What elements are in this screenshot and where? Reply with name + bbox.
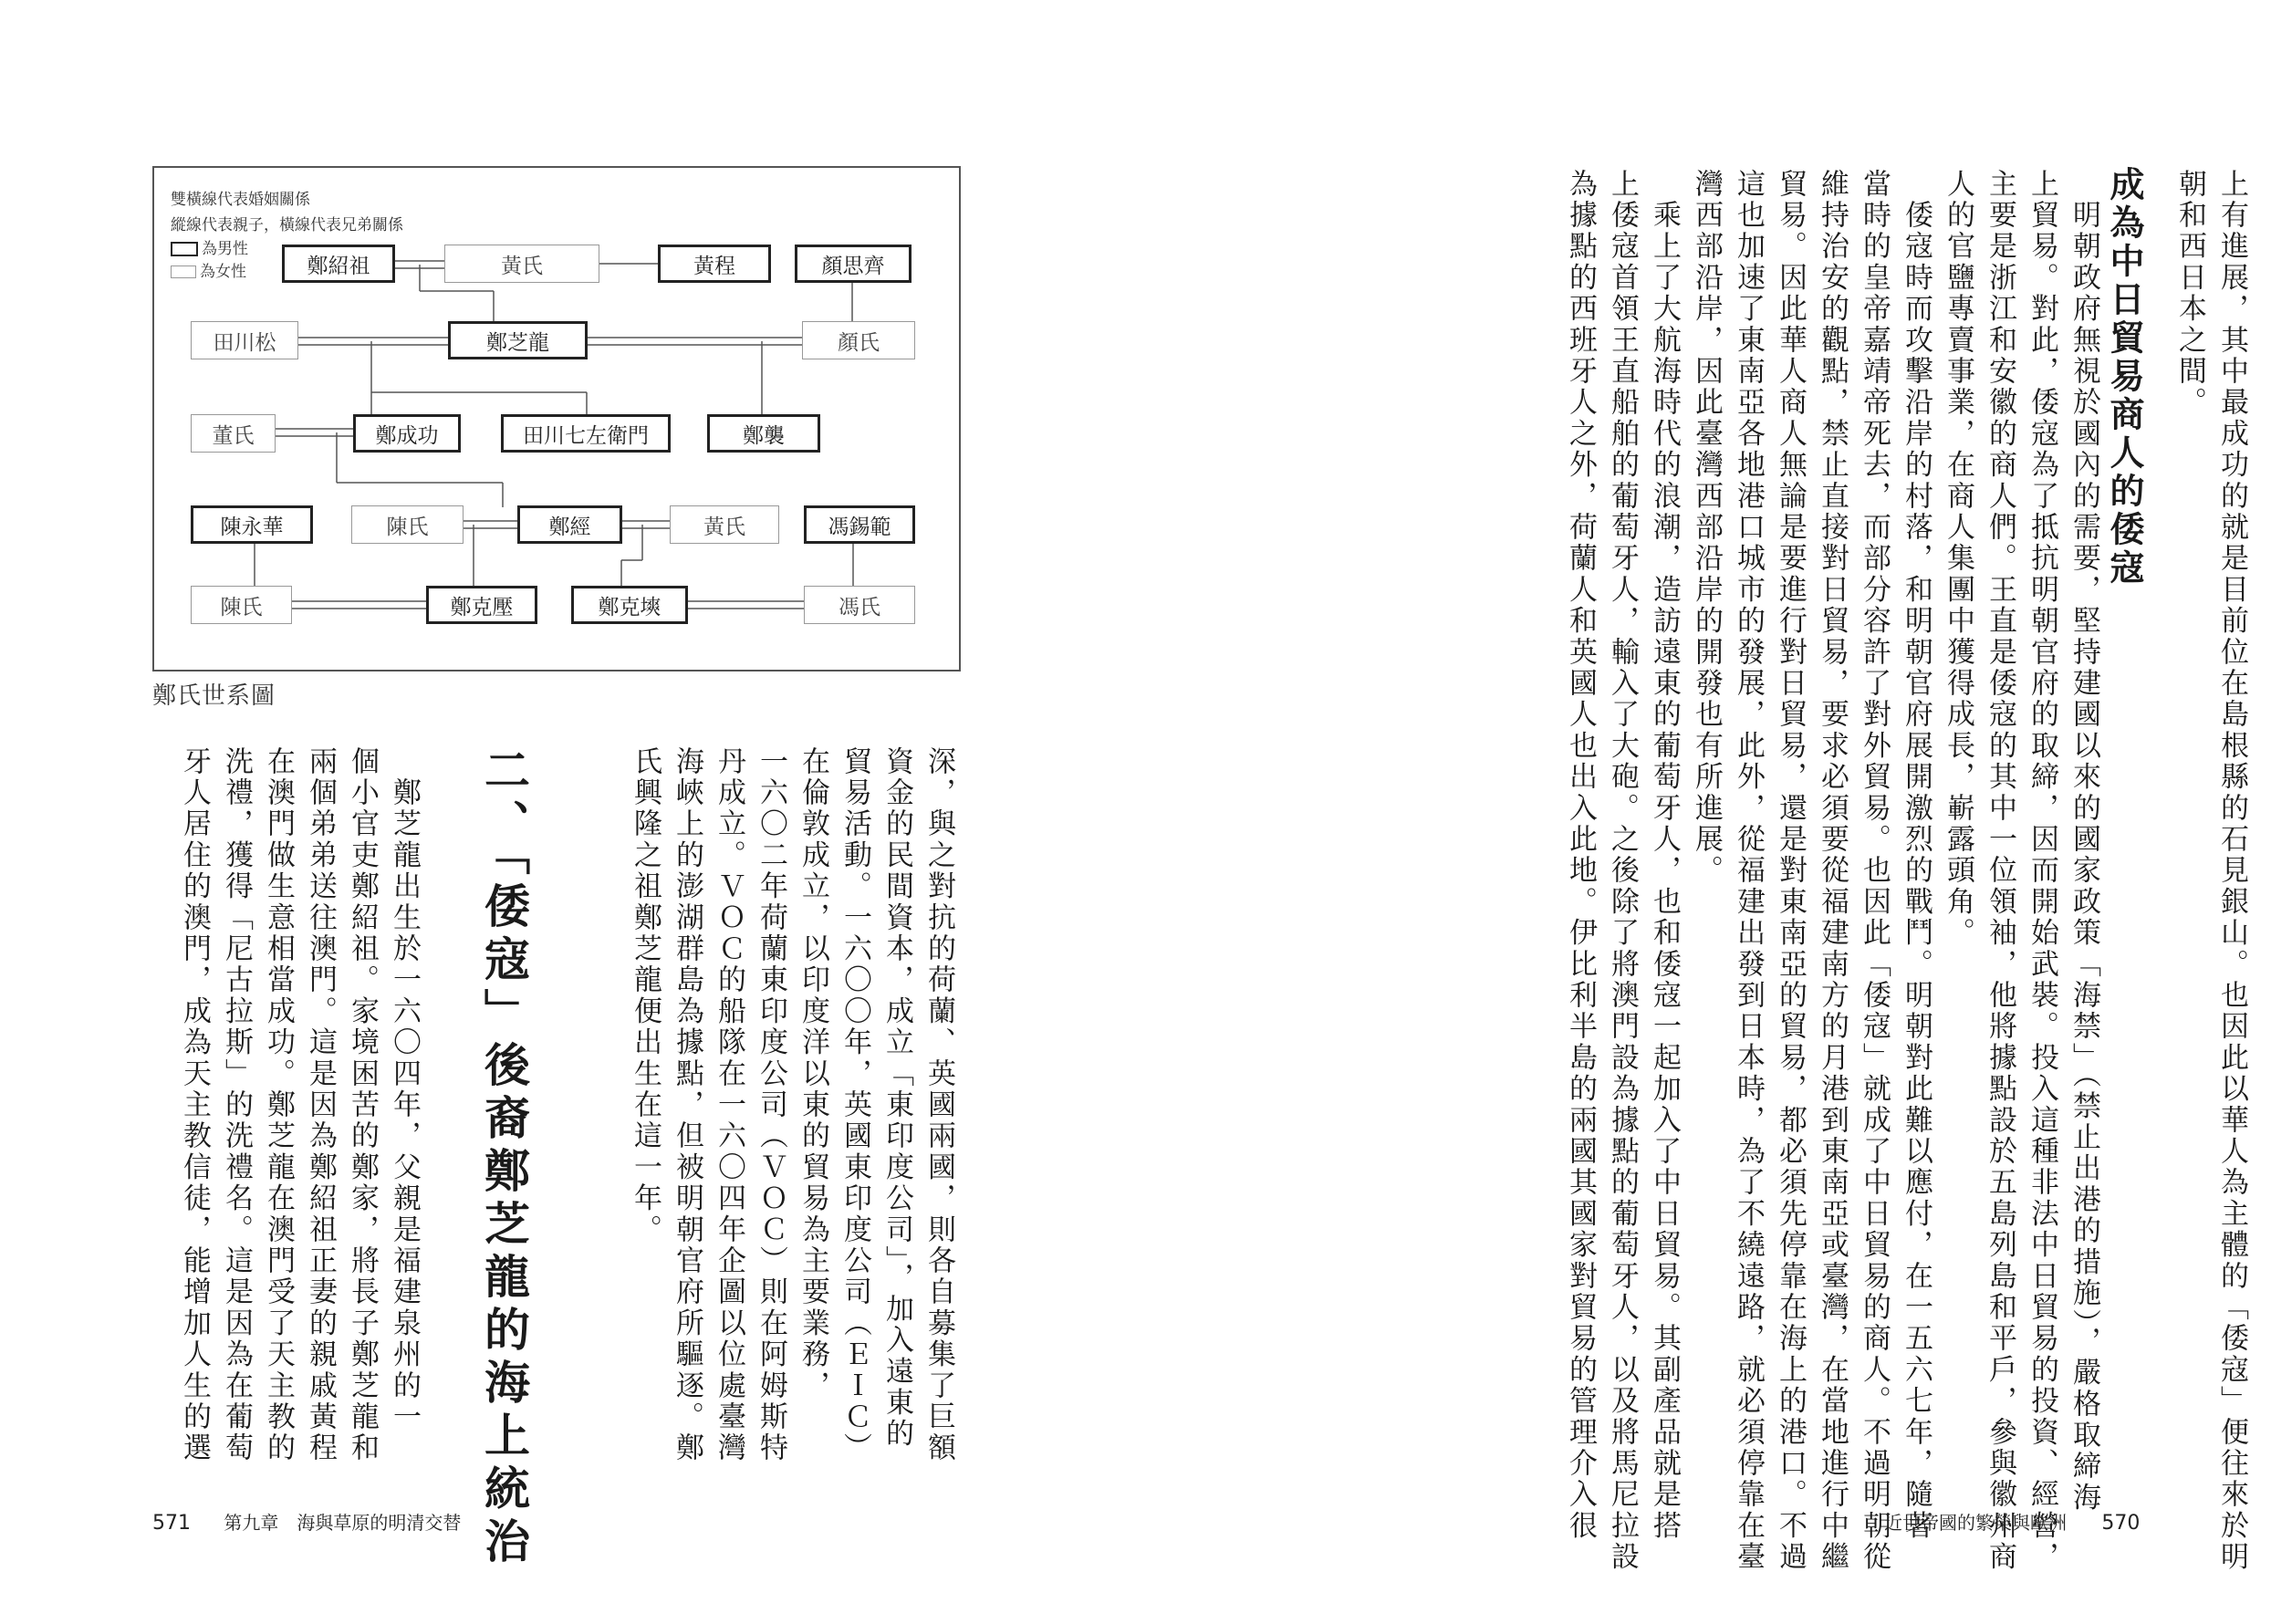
node-zheng-shaozu: 鄭紹祖 <box>282 245 395 283</box>
paragraph-haijin <box>1937 169 2105 1573</box>
node-chen-yonghua: 陳永華 <box>191 505 313 544</box>
node-huang-shi-1: 黃氏 <box>444 245 599 283</box>
text-column: 上貿易。對此，倭寇為了抵抗明朝官府的取締，因而開始武裝。投入這種非法中日貿易的投資、經營， <box>2026 169 2058 1573</box>
page-number: 570 <box>2101 1512 2141 1535</box>
text-column: 灣西部沿岸，因此臺灣西部沿岸的開發也有所進展。 <box>1690 169 1723 887</box>
footer-title: 近世帝國的繁榮與歐洲 <box>1884 1512 2067 1534</box>
node-zheng-keshuang: 鄭克塽 <box>571 586 688 624</box>
text-column: 氏興隆之祖鄭芝龍便出生在這一年。 <box>629 746 662 1246</box>
node-zheng-xi: 鄭襲 <box>707 414 820 453</box>
paragraph-zheng-zhilong-birth <box>173 746 425 1464</box>
node-huang-cheng: 黃程 <box>658 245 771 283</box>
node-yan-siqi: 顏思齊 <box>795 245 912 283</box>
text-column: 主要是浙江和安徽的商人們。王直是倭寇的其中一位領袖，他將據點設於五島列島和平戶，參與徽州商 <box>1984 169 2016 1573</box>
text-column: 人的官鹽專賣事業，在商人集團中獲得成長，嶄露頭角。 <box>1942 169 1974 949</box>
text-column: 維持治安的觀點，禁止直接對日貿易，要求必須要從福建南方的月港到東南亞或臺灣，在當地進行中繼 <box>1816 169 1849 1573</box>
text-column: 深，與之對抗的荷蘭、英國兩國，則各自募集了巨額 <box>922 746 955 1464</box>
node-zheng-jing: 鄭經 <box>517 505 622 544</box>
text-column: 海峽上的澎湖群島為據點，但被明朝官府所驅逐。鄭 <box>671 746 703 1464</box>
text-column: 牙人居住的澳門，成為天主教信徒，能增加人生的選 <box>178 746 211 1464</box>
running-footer-right <box>1884 1508 2140 1535</box>
legend-female: 為女性 <box>171 258 246 281</box>
text-column: 乘上了大航海時代的浪潮，造訪遠東的葡萄牙人，也和倭寇一起加入了中日貿易。其副產品就是搭 <box>1648 169 1681 1542</box>
paragraph-portuguese <box>1559 169 1685 1573</box>
node-zheng-kezang: 鄭克壓 <box>426 586 537 624</box>
node-huang-shi-2: 黃氏 <box>670 505 779 544</box>
node-zheng-zhilong: 鄭芝龍 <box>448 321 588 359</box>
text-column: 上有進展，其中最成功的就是目前位在島根縣的石見銀山。也因此以華人為主體的「倭寇」便往來於明 <box>2215 169 2248 1573</box>
text-column: 兩個弟弟送往澳門。這是因為鄭紹祖正妻的親戚黃程 <box>304 746 337 1464</box>
text-column: 貿易。因此華人商人無論是要進行對日貿易，還是對東南亞的貿易，都必須先停靠在海上的港口。不過 <box>1774 169 1807 1573</box>
text-column: 個小官吏鄭紹祖。家境困苦的鄭家，將長子鄭芝龍和 <box>346 746 379 1464</box>
node-zheng-chenggong: 鄭成功 <box>353 414 461 453</box>
text-column: 當時的皇帝嘉靖帝死去，而部分容許了對外貿易。也因此「倭寇」就成了中日貿易的商人。不過明朝從 <box>1858 169 1891 1573</box>
paragraph-intro <box>2169 169 2253 1573</box>
text-column: 倭寇時而攻擊沿岸的村落，和明朝官府展開激烈的戰鬥。明朝對此難以應付，在一五六七年，隨著 <box>1900 169 1932 1542</box>
male-swatch <box>171 242 198 256</box>
chapter-heading: 二、「倭寇」後裔鄭芝龍的海上統治 <box>477 746 531 1570</box>
text-column: 鄭芝龍出生於一六〇四年，父親是福建泉州的一 <box>388 746 421 1433</box>
figure-caption: 鄭氏世系圖 <box>152 682 276 710</box>
text-column: 在倫敦成立，以印度洋以東的貿易為主要業務， <box>797 746 829 1402</box>
text-column: 朝和西日本之間。 <box>2173 169 2206 419</box>
node-dong-shi: 董氏 <box>191 414 276 453</box>
running-footer-left <box>152 1508 461 1535</box>
node-feng-xifan: 馮錫範 <box>804 505 915 544</box>
legend-vertical-line: 縱線代表親子，橫線代表兄弟關係 <box>171 216 403 234</box>
left-page <box>0 0 1135 1624</box>
female-swatch <box>171 265 196 278</box>
paragraph-wokou-trade <box>1685 169 1937 1573</box>
right-page <box>1136 0 2271 1624</box>
text-column: 資金的民間資本，成立「東印度公司」，加入遠東的 <box>880 746 913 1451</box>
text-column: 明朝政府無視於國內的需要，堅持建國以來的國家政策「海禁」（禁止出港的措施），嚴格取締海 <box>2068 169 2100 1514</box>
node-yan-shi: 顏氏 <box>802 321 915 359</box>
node-chen-shi-2: 陳氏 <box>191 586 292 624</box>
section-heading: 成為中日貿易商人的倭寇 <box>2104 166 2144 588</box>
node-tagawa-shichizaemon: 田川七左衛門 <box>501 414 671 453</box>
text-column: 這也加速了東南亞各地港口城市的發展，此外，從福建出發到日本時，為了不繞遠路，就必須停靠在臺 <box>1732 169 1765 1573</box>
footer-chapter: 第九章 海與草原的明清交替 <box>224 1512 462 1534</box>
genealogy-chart <box>152 166 961 671</box>
legend-double-line: 雙橫線代表婚姻關係 <box>171 191 310 209</box>
text-column: 在澳門做生意相當成功。鄭芝龍在澳門受了天主教的 <box>262 746 295 1464</box>
page-number: 571 <box>152 1512 191 1535</box>
text-column: 貿易活動。一六〇〇年，英國東印度公司（ＥＩＣ） <box>839 746 871 1464</box>
legend-male: 為男性 <box>171 235 248 258</box>
text-column: 一六〇二年荷蘭東印度公司（ＶＯＣ）則在阿姆斯特 <box>755 746 787 1464</box>
node-tagawa-matsu: 田川松 <box>191 321 298 359</box>
text-column: 丹成立。ＶＯＣ的船隊在一六〇四年企圖以位處臺灣 <box>713 746 745 1464</box>
text-column: 為據點的西班牙人之外，荷蘭人和英國人也出入此地。伊比利半島的兩國其國家對貿易的管理介入很 <box>1564 169 1597 1542</box>
text-column: 上倭寇首領王直船舶的葡萄牙人，輸入了大砲。之後除了將澳門設為據點的葡萄牙人，以及將馬尼拉設 <box>1606 169 1639 1573</box>
node-chen-shi-1: 陳氏 <box>351 505 464 544</box>
paragraph-east-india-companies <box>624 746 960 1464</box>
text-column: 洗禮，獲得「尼古拉斯」的洗禮名。這是因為在葡萄 <box>220 746 253 1464</box>
node-feng-shi: 馮氏 <box>804 586 915 624</box>
